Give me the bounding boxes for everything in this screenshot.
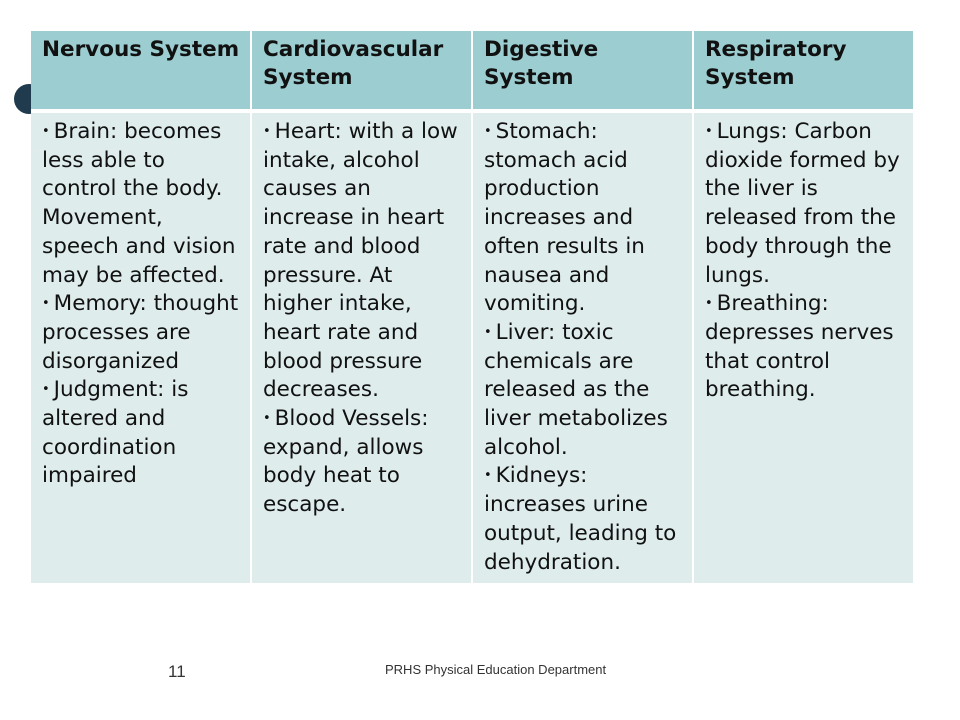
list-item [705,118,909,290]
bullet-text: Stomach: stomach acid production increases and often results in nausea and vomiting. [484,119,645,317]
cell-digestive-system [473,113,692,583]
cell-respiratory-system [694,113,913,583]
slide-number: 11 [168,662,186,681]
bullet-text: Brain: becomes less able to control the body. Movement, speech and vision may be affected. [42,119,236,288]
footer-department: PRHS Physical Education Department [385,662,607,677]
bullet-icon: • [705,296,713,312]
bullet-text: Memory: thought processes are disorganized [42,291,239,374]
bullet-icon: • [484,468,492,484]
bullet-icon: • [484,124,492,139]
bullet-text: Lungs: Carbon dioxide formed by the liver is released from the body through the lungs. [705,119,900,288]
bullet-text: Judgment: is altered and coordination impaired [42,377,189,489]
bullet-list [705,118,909,405]
header-nervous-system: Nervous System [31,31,250,109]
body-systems-table [31,31,913,583]
list-item [484,462,688,577]
list-item [42,290,246,376]
bullet-text: Heart: with a low intake, alcohol causes an increase in heart rate and blood pressure. At higher intake, heart rate and blood pressure decreases. [263,119,458,403]
bullet-icon: • [705,124,713,139]
bullet-text: Kidneys: increases urine output, leading to dehydration. [484,463,677,575]
bullet-text: Blood Vessels: expand, allows body heat to escape. [263,406,429,518]
header-respiratory-system: Respiratory System [694,31,913,109]
bullet-list [484,118,688,577]
cell-nervous-system [31,113,250,583]
header-digestive-system: Digestive System [473,31,692,109]
list-item [263,405,467,520]
list-item [42,118,246,290]
bullet-icon: • [263,124,271,139]
bullet-icon: • [263,411,271,427]
bullet-icon: • [484,324,492,340]
list-item [484,319,688,463]
list-item [42,376,246,491]
bullet-icon: • [42,296,50,312]
bullet-list [263,118,467,520]
bullet-text: Breathing: depresses nerves that control breathing. [705,291,894,403]
list-item [263,118,467,405]
cell-cardiovascular-system [252,113,471,583]
bullet-icon: • [42,382,50,398]
list-item [705,290,909,405]
bullet-icon: • [42,124,50,139]
bullet-list [42,118,246,491]
list-item [484,118,688,319]
bullet-text: Liver: toxic chemicals are released as the liver metabolizes alcohol. [484,319,668,460]
header-cardiovascular-system: Cardiovascular System [252,31,471,109]
